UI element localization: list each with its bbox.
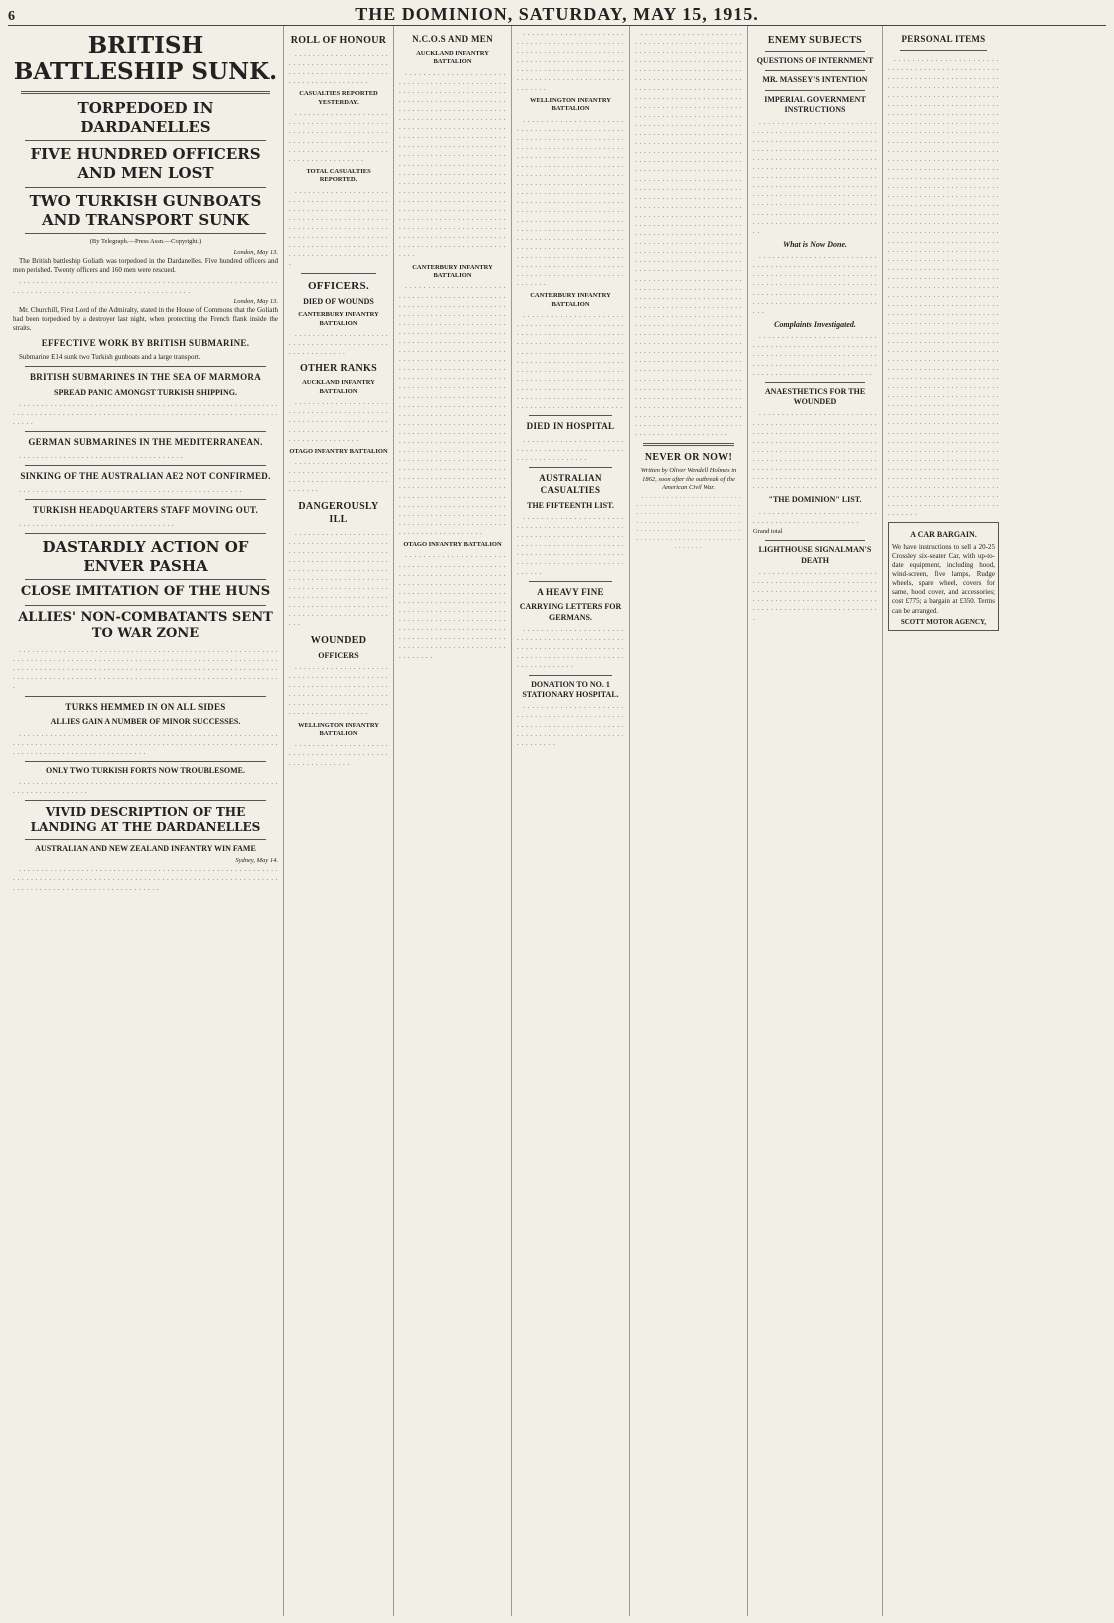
list-item: . . . . . . . . . . . . . . . . . . . . . . . . . . . . . . . . . . . . . . . . . . . . . . . . . . . . . . . . . . . . . . . . . . . . . . . . . . . . . . . . . . . . . . . . . . . . . . . . . . . . . . . . . . . . . . . . . . . . . . . . . . . . . . . . . . . . . . . . . . . . . . . . . . . . . . . . . . . . . . . . . . . . . . . . . . . . . . . . . . . . . . . . . . . . . . . . . . . . . . . . . . . . . . . . . . . . . . . . . . . . . .: [289, 528, 388, 628]
subheading: EFFECTIVE WORK BY BRITISH SUBMARINE.: [41, 338, 250, 349]
article-body-text: . . . . . . . . . . . . . . . . . . . . . . . . . . . . . . . . . . . . . . . . . . . . . . . . . . . . . . . . . . . . . . . . . . . . . . . . . . . . . . . . . . .: [289, 50, 388, 86]
headline-imitation: CLOSE IMITATION OF THE HUNS: [20, 584, 271, 600]
article-paragraph: Submarine E14 sunk two Turkish gunboats and a large transport.: [19, 353, 201, 362]
dateline: London, May 13.: [233, 248, 278, 256]
officers-heading: OFFICERS.: [307, 279, 370, 292]
subheading: BRITISH SUBMARINES IN THE SEA OF MARMORA: [29, 372, 262, 383]
other-ranks-heading: OTHER RANKS: [300, 363, 377, 375]
subheading: Complaints Investigated.: [774, 319, 856, 329]
never-or-now-heading: NEVER OR NOW!: [644, 452, 733, 464]
subheading: CARRYING LETTERS FOR GERMANS.: [519, 602, 622, 622]
list-item: . . . . . . . . . . . . . . . . . . . . . . . . . . . . . . . . . . . . . . . . . . . . . . . . . . . . . . . . . . . . . . . . . . . . . . . . . . . . . . . . . . . . . . . . . . . . . . . . . . . . . . . . . . . . . . . . . . . . . . . . . . . . . . . . . . . . . . . . . . . . . . . . . . . . . . . . . . . . . . . . . . . . . . . . . . . . . . . . . . . . . . . . . . . . . . . . . . . . . . . . . . . . . . . . . . . . . . . . . . . . . . . . . . . . . . . . . . . . . . . . . . . . . . . . . . . . . . . . . . . . . . . . . . . . . . . . . . . . . . . . . . . . . . . . . . . . . . . . . . . . . . . . . . . . . . . . . . . . . . . . . . . . . . . . . . . . . . . . . . . . . . . . . . . . . . . . . . . . . . . . . . . . . . . . . . . . . . . . . . . . . . . . . . . . . . . . . . . . . . . . . . . . . . . . . . . . . . . . . . . . . . . . . . . . . . . . . . . . . . . . . . . . . . . . . . . . . . . . . . . . . . . . . . . . . . . . . . . . . . . . . . . . . . . . . . . . . . . . . . . . . . . . . . . . . . . . . . . . . . . . . . . . . . . . . . . . . . . . . . . . . . . . . . . . . . . . . . . . . . . . . . . . . . . . . . . . . . . . . . . . . . . . . . . . . . . . . . . . . . . . . . . . . . . . . . . . . . . . . . . . . . . . . . . . . . . . . . . . . . . . . . . . . . . . . . . . . . . . . . . . . . . . . . . . . . . . . . . . . . . . . . . . . . . . . . . . . . . . . . . . . . . . . . . . . . . . . . . . . . . . . . . . . . . . . . . . . . . . . . . . . . . . . . . . . . . . . . . . . . . . . . . . . . . . . . . . . . . . . . . . . . . . . . . . . . . . . . . . . . . . . . . . . . . . . . . . . . . . . . . . . . . . . . . . . . . . . . . . . . . . . . . . . . . . . . . . . . . . . . . . . . . . . . . . . . . . . . . . . . . . . . . . . . . . . . . . . . . . . . . . . . . . . . . . . . . . . . . . . . . . . . . . . . . . . . . . . . . . . . . . . . . . . . . . . . . . . . . . . . . . . . . . . . . . . . . . . . . . . . . . . . . . . . . . . . . . . . . . . . . . . . . . . . . . . . . . . . . . . . . . . . . . . . . . . . . . . . . . . . . . . . . . . . . . . . . . . . . . . . . . . . . . . . . . . . . . . . .: [635, 29, 742, 438]
officers-subheading: OFFICERS: [318, 650, 359, 660]
poem-text: . . . . . . . . . . . . . . . . . . . . . . . . . . . . . . . . . . . . . . . . . . . . . . . . . . . . . . . . . . . . . . . . . . . . . . . . . . . . . . . . . . . . . . . . . . . . . . . . . . . . . . . . . . . . . . . . . . . . . . . . . . . . . . . . . . . . . . . . . . . . . . . . . . . . . . . . . . . .: [636, 492, 742, 551]
list-item: . . . . . . . . . . . . . . . . . . . . . . . . . . . . . . . . . . . . . . . . . . . . . . . . . . . . . . . .: [289, 330, 388, 357]
list-item: . . . . . . . . . . . . . . . . . . . . . . . . . . . . . . . . . . . . . . . . . . . . . . . . . . . . . . . . . . . . . . . . . . . . . . . . . . . . . . . . . . . . . . . . . . . . . . . . . . . . . . .: [289, 398, 388, 443]
column-2: [284, 26, 394, 1616]
subheading: MR. MASSEY'S INTENTION: [762, 75, 868, 85]
subheading: ANAESTHETICS FOR THE WOUNDED: [764, 386, 866, 407]
subheading: IMPERIAL GOVERNMENT INSTRUCTIONS: [764, 94, 866, 115]
total-casualties-heading: TOTAL CASUALTIES REPORTED.: [306, 167, 371, 184]
died-of-wounds-heading: DIED OF WOUNDS: [303, 296, 374, 306]
dateline: Sydney, May 14.: [235, 856, 278, 864]
column-7: [883, 26, 1004, 1616]
list-item: . . . . . . . . . . . . . . . . . . . . . . . . . . . . . . . . . . . . . . . . . . . . . . . . . . . . . . . . . . . . . . . . . . . . . . . . . . . . . . . . . . . . . . . . . . . . . . . . . . . . . . . . . . . . . . . . . . . . . . . . . . . . . . . . . . . . . . . . . . . . . . . . . . . . . . . . . . . . . . . . . . . . . . . . . . . . . . . . . . . . . . . . . . . . . . . . . . . . . . . . . . . . . . . . . . . . . . . . . . . . . . . . . . . . . . . . . . . . . . . . . . . . . . . . . . . . . . . . . . . . . . . . . . . . . . . . . . . . . . . . . . . . . . . . . . . . . . . . . . . . . . . . . . . . . . . . . . . . . . . . . . . . . . . . . . . . . . . . . . . . . . . . . . . . . . . . . . . . . . . . . . . . . . . . . . . . . . . . . . . . . . . . . . . . . . . . . . . . . . . . . . . . . . . . . . . . . . . . . . . . . . . . . . . . . . . . . . . . . . . . . . . . . . . . . . . . . . . . . . . . . . . . . . . . . . . . . . . . . . . . . . . . . . . . . . . . . . . . . . . . . . . . . . . . . . . . . . . . . . . . . . . . . . . . . . . . . . . . . . . . . . . . . . . . . . . . . . . . . . . . . . . . . . . . . . . . . . . . . . . . . . . . . . . . . . . . . . . . . . . . . . . . . . . . . . . . . . . . . . . . . . . . . . . . . . . . . . . . . . . . . . . . . . . . . . . . . . . . . . . . . . . . .: [399, 282, 506, 536]
subheading: THE FIFTEENTH LIST.: [527, 500, 614, 510]
headline-gunboats: TWO TURKISH GUNBOATS AND TRANSPORT SUNK: [29, 191, 262, 229]
ad-signature: SCOTT MOTOR AGENCY,: [900, 617, 987, 626]
car-bargain-ad: [888, 522, 999, 630]
list-item: . . . . . . . . . . . . . . . . . . . . . . . . . . . . . . . . . . . . . . . . . . . . . . . . . . . . . . . . . . . . . . . . . . . . . . . . . . . . . . . . . . . . . . . . . . . . . . . . . . . . . . . . . . . . . . . . . . . . . . . . . . . . . . . . . . . . . . . . . . . . . . . . . . . . . . . . . . . . . . . . . . . . . . . . . . . . . . . . . . . . . . . . . . . . . . . . . . . . . . . . . . . . . . . . . . . . . . . . . . . . . . . . . . . . . . . . . . . . . . . . . . . . . . . . . . . . . . . . . . . . . . . . . . . . . .: [399, 551, 506, 660]
donation-heading: DONATION TO NO. 1 STATIONARY HOSPITAL.: [522, 679, 619, 699]
column-1: [8, 26, 284, 1616]
newspaper-title: THE DOMINION, SATURDAY, MAY 15, 1915.: [355, 4, 759, 24]
enemy-subjects-heading: ENEMY SUBJECTS: [767, 35, 863, 46]
battalion-heading: CANTERBURY INFANTRY BATTALION: [412, 263, 493, 279]
article-body-text: . . . . . . . . . . . . . . . . . . . . . . . . . . . . . . . . . . . . . . . . . . . . . . . . . . . . . . . . . . . . . . . . . . . . . . . . . . . . . . . . . . . . . . . . . . . . . . . . . . . . . . . . . . .: [517, 625, 624, 670]
list-item: . . . . . . . . . . . . . . . . . . . . . . . . . . . . . . . . . . . . . . . . . . . . . . . . . . . . . . . . . . . . . . . . . . . . . . . . . . . . . . . . . . . . . . . . . . . . . . . . . . . . . . . . . . . . . . . . . . . . . . . . . . . . . . . . . . . . . . . . . . . . . . . . . . . . . . . . . . . . . . . . . . . . . . . . . . . . . . . . . . . . . . . . . . . . . . . . . . . . . . . . . . . . . . . . . . . . . . . . . . . . . . . . . . . . . . . . . . . . . . . . . . . . . . . . . . . . . . . . . . . . . . . . . . . . . . . . . . . . . . . . . . . . . . . . . . . . . . . . . . . . . . . . . . . . . . . . . . . . . . . . . . . . . . . . . . . . . . . . . . . . . . . . . . . . . . . . . . . . . . . . . . . . . . . . . . . . . . . . . . . . . . . . . . . . . . . . . . . . . . . . . . . . . . . . . . . . . . . . . . . . . . . . . . . . . . . . . . . . .: [517, 115, 624, 288]
article-body-text: . . . . . . . . . . . . . . . . . . . . . . . . . . . . . . . . . . . . . . . . . . . . . . . . . .: [19, 485, 242, 494]
subheading: LIGHTHOUSE SIGNALMAN'S DEATH: [758, 545, 872, 565]
subheading: TURKISH HEADQUARTERS STAFF MOVING OUT.: [32, 505, 259, 516]
subheading: GERMAN SUBMARINES IN THE MEDITERRANEAN.: [28, 437, 263, 448]
subheading: ONLY TWO TURKISH FORTS NOW TROUBLESOME.: [45, 765, 246, 775]
list-item: . . . . . . . . . . . . . . . . . . . . . . . . . . . . . . . . . . . . . . . . . . . . . . . . . . . . . . . . . . . . . . . . . . . . . . . . . . . . . . . . . . . . . . . . . . . . . . . . . . . . . . . . . . . . . . . . . . . . . . . . . . . . . . . . . . . . . . . . . . . . . . . . . . . . . . . . . . . . . . . . . . . . . . . . . . . . . . . . . . . . . . . . . . . . . . . . . . . . . . . . . . . . . . . . . . . . . . . . . . . . . . . . . . . . . . . . . . . . . . . . . . . . . . . . . . . . . . . . . . . . . .: [517, 311, 624, 411]
credit-line: (By Telegraph.—Press Assn.—Copyright.): [89, 238, 202, 246]
subscription-list: . . . . . . . . . . . . . . . . . . . . . . . . . . . . . . . . . . . . . . . . . . . . . . . . . . . . . . . . . . . . . . . . . . . . . . . . . . . . . . . . . . . . . . . . . . . . . . . . . . . . . . . . . . . . . . . . . . . . . . . . . . . . . . . . . . . . . . . . . . . . . . . . . . . . . . . . . . . . . . . . . . . . . . . . . . . . . . . . . . . . . . . . . . . . . . . . . . . . . . . . . . . . . . . . . . . . . . . . . . . . . . . . . . . . . . . . . . . . . . . . . . . . . . . . . .: [753, 409, 877, 491]
subheading: What is Now Done.: [782, 239, 847, 249]
subheading: "THE DOMINION" LIST.: [768, 495, 862, 505]
column-6: [748, 26, 883, 1616]
list-item: . . . . . . . . . . . . . . . . . . . . . . . . . . . . . . . . . . . . . . . . . . . . . . . . . . . . . . . . . . . . . .: [517, 435, 624, 463]
headline-landing: VIVID DESCRIPTION OF THE LANDING AT THE DARDANELLES: [30, 805, 261, 835]
article-paragraph: The British battleship Goliath was torpedoed in the Dardanelles. Five hundred officers and men perished. Twenty officers and 160 men were rescued.: [13, 257, 278, 275]
battalion-heading: CANTERBURY INFANTRY BATTALION: [298, 311, 379, 327]
article-body-text: . . . . . . . . . . . . . . . . . . . . . . . . . . . . . . . . . . . . . . . . . . . . . . . . . . . . . . . . . . . . . . . . . . . . . . . . . . . . . . . . . . . . . . . . . . . . . . . . . . . . . . . . . . . . . . . . . . . . . . . . . . . . . . . . . . . . . . . . . . . . . . . . . . . . . . . . . . . . . . . . . . . . . . . . . . . . . . . . . . . . . . . . . . . . . . . . . . . . . . . . . . . . . . . . . . . . . . . . . . . . . . . . . . . . . . . . . . . . . . . . . . . . . . . . . . . . . . . . . . . . . . . . . . . . . . . . . . . . . . . . . . . . . . . . . . . . . . . . . . . . . . . . . . . . . . . . . . . . . . . . . . . . . . . . . . . . . . . .: [753, 117, 877, 235]
column-3: [394, 26, 512, 1616]
grand-total-label: Grand total: [753, 527, 783, 535]
article-body-text: . . . . . . . . . . . . . . . . . . . . . . . . . . . . . . . . . . . . . . . . . . . . . . . . . . . . . . . . . . . . . . . . . . . . . . . . . . . . . . . . . . . . . . . . . . . . . . . . . . . . . . . . . . . . . . . . . . . . . . . . . . . . . . . . . . . . . . . . . . .: [753, 568, 877, 622]
heavy-fine-heading: A HEAVY FINE: [537, 586, 604, 597]
article-body-text: . . . . . . . . . . . . . . . . . . . . . . . . . . . . . . . . . . . . . . . . . . . . . . . . . . . . . . . . . . . . . . . . . . . . . . . . . . . . . . . . . . . . . . . . . . . . . . . . . . . . . . . . . . . . . . . . . . . . . . . . . . . . . . . . . . . . . . . . . . . . . . . . . . . . . .: [13, 865, 278, 892]
masthead: [8, 4, 1106, 26]
article-body-text: . . . . . . . . . . . . . . . . . . . . . . . . . . . . . . . . . . . . . . . . . . . . . . . . . . . . . . . . . . . . . . . . . . . . . . . . . . . . . . . . . . . . . . . . . . . . . . . . . . . . . . . . . . . . . . . . . . . . . . . . . . . . . . . . . . . . . . . . . . . . . . . . . . . . . . . . . . . . . . . . . . . . . . . . . . . . . . . . . . . . . . . . . . . . . . . . . . . . . . . . . . . . . . . . . . . . . . . . . . . . . . . . . . . . . . . . . . . .: [13, 646, 278, 691]
article-body-text: . . . . . . . . . . . . . . . . . . . . . . . . . . . . . . . . . . . . . . . . . . . . . . . . . . . . . . . . . . . . . . . . . . . . . . . . . . . . . . . . . . . . . . . . . . . . . . . . . . . . . . . . . . . . . . . . . . . . . . . . . . . . . . . . . . . . . . . . . . . . . . . . . . . . . . . . . . . . . . . . . . . . . . . . . . . . . . . . . . . . . . . . . . . . . . . . . . . . . . . . . . . . . . . . . . . . . . . . . . . . . . . . . . . . . . . . . . . . . . . . . . . . . . . . . . . . . . . . . . . . . . . . . . . . . . . . . . . . . . . . . . . . . . . . . . . . . . . . . . . . . . . . . . . . . . . . . . . . . . . . . . . . . . . . . . . . . . . . . . . . . . . . . . . . . . . . . . . . . . . . . . . . . . . . . . . . . . . . . . . . . . . . . . . . . . . . . . . . . . . . . . . . . . . . . . . . . . . . . . . . . . . . . . . . . . . . . . . . . . . . . . . . . . . . . . . . . . . . . . . . . . . . . . . . . . . . . . . . . . . . . . . . . . . . . . . . . . . . . . . . . . . . . . . . . . . . . . . . . . . . . . . . . . . . . . . . . . . . . . . . . . . . . . . . . . . . . . . . . . . . . . . . . . . . . . . . . . . . . . . . . . . . . . . . . . . . . . . . . . . . . . . . . . . . . . . . . . . . . . . . . . . . . . . . . . . . . . . . . . . . . . . . . . . . . . . . . . . . . . . . . . . . . . . . . . . . . . . . . . . . . . . . . . . . . . . . . . . . . . . . . . . . . . . . . . . . . . . . . . . . . . . . . . . . . . . . . . . . . . . . . . . . . . . . . . . . . . . . . . . . . . . . . . . . . . . . . . . . . . . . . . . . . . . . . . . . . . . . . . . . . . . . . . . . . . . . . . . . . . . . . . . . . . . . . . . . . . . . . . . . . . . . . . . . . . . . . . . . . . . . . . . . . . . . . . . . . . . . . . . . . . . . . . . . . . . . . . . . . . . . . . . . . . . . . . . . . . . . . . . . . . . . . . . . . . . . . . . . . . . . . . . . . . . . . . . . . . . . . . . . . . . . . . . . . . . . . . . . . . . . . . . . . . . . . . . . . . . . . . . . . . . . . . . . . . . . . . . . . . . . . . . . . . . . . . . . . . . . . . . . . . . . . . . . . . . . . . . . . . . . . . . . . . . . . . . . . . . . . . . . . . . . . . . . . . . . . . . . . . . . . . . . . . . . . . . . . . . . . . . . . . . . . . . . . . . . . . . . . . . . . . . . . . . . . . . . . . . . . . . . . . . . . . . . . . . . . . . . . . . . . . . . . . . . . . . . . . . . . . . . . . . . . . . . . . . . . . . . . . . . . . . . . . . . . . . . . . . . . . . . . . . . . . . . . . . . . . .: [888, 54, 999, 518]
list-item: . . . . . . . . . . . . . . . . . . . . . . . . . . . . . . . . . . . . . . . . . . . . . . . . . . . . . . . . . . . . . . . . . . . . . . . . . . . . . . . . . . . . . . . . . . . . . . . . . . . . . . . . . . . . . . . . . . . . . . . . . . . . . . . . . . . . . . . . . . . . . . . . . . . . . . . . . . . . . . . . . . . . . . . . . . . . . . . . . . . . . . . . . . . . . . . . . . . . . . . . . . . . . . . . . . . . . . . . . . . . . . . . . . . . . . . . . . . . . . . . . . . . . . . . . . . . . . . . . . . . . . . . . . . . . . . . . . . . . . . . . . . . . . . . . . . . . . . . . . . . . . . . . . . . . . . . . . . . . . . . . . . . . . . . . . . . . . . . . . . . . . . . . . . . . . . . . . . . . . . . . . . . . . . . . . . . . . . . . . . . . . . . . . . . . . . . . . . . . . . . . . . . . . . . . . . . . . . . . . . . . . . . . . . . . . . . . . . . . . . . . . . . . . . . . . . . . . . . . . . . . . . . . . . . . . . . . . . . . . . . . .: [399, 68, 506, 259]
article-paragraph: Mr. Churchill, First Lord of the Admiralty, stated in the House of Commons that the Goliath had been torpedoed by a destroyer last night, when protecting the French flank inside the straits.: [13, 306, 278, 333]
casualty-table: . . . . . . . . . . . . . . . . . . . . . . . . . . . . . . . . . . . . . . . . . . . . . . . . . . . . . . . . . . . . . . . . . . . . . . . . . . . . . . . . . . . . . . . . . . . . . . . . . . . . . . . . . . . . . . . . . . . . . . . . . . . . . . . . . . . . . . . . . . . . . . . . . . . . . . . . . . . . . . . . . . . . . . . . . . . . . . . .: [289, 186, 388, 268]
column-5: [630, 26, 748, 1616]
article-body-text: . . . . . . . . . . . . . . . . . . . . . . . . . . . . . . . . . . . . . . . . . . . . . . . . . . . . . . . . . . . . . . . . . . . . . . . . . . .: [13, 778, 278, 796]
personal-items-heading: PERSONAL ITEMS: [901, 34, 986, 44]
dateline: London, May 13.: [233, 297, 278, 305]
headline-non-combatants: ALLIES' NON-COMBATANTS SENT TO WAR ZONE: [18, 609, 273, 641]
article-body-text: . . . . . . . . . . . . . . . . . . . . . . . . . . . . . . . . . . .: [19, 519, 175, 528]
page-number: 6: [8, 9, 15, 24]
article-body-text: . . . . . . . . . . . . . . . . . . . . . . . . . . . . . . . . . . . . . . . . . . . . . . . . . . . . . . . . . . . . . . . . . . . . . . . . . . . . . . . . . . . . . . . . . . . . . . . . . . . . . . . . . . . . . . . . . . . . . . . . . .: [13, 400, 278, 427]
subheading: TURKS HEMMED IN ON ALL SIDES: [65, 701, 226, 712]
casualty-table: . . . . . . . . . . . . . . . . . . . . . . . . . . . . . . . . . . . . . . . . . . . . . . . . . . . . . . . . . . . . . . . . . . . . . . . . . . . . . . . . . . . . . . . . . . . . . . . . . . . . . . . . . . . . . . . . . . . . . . . . . . . . . .: [289, 109, 388, 163]
subscription-list: . . . . . . . . . . . . . . . . . . . . . . . . . . . . . . . . . . . . . . . . . . . . . . . . . .: [753, 507, 877, 525]
battalion-heading: CANTERBURY INFANTRY BATTALION: [530, 292, 611, 308]
died-in-hospital-heading: DIED IN HOSPITAL: [526, 421, 615, 432]
headline-five-hundred: FIVE HUNDRED OFFICERS AND MEN LOST: [30, 145, 261, 183]
battalion-heading: AUCKLAND INFANTRY BATTALION: [302, 379, 375, 395]
subheading: SPREAD PANIC AMONGST TURKISH SHIPPING.: [54, 387, 237, 397]
battalion-heading: AUCKLAND INFANTRY BATTALION: [416, 49, 489, 66]
headline-torpedoed: TORPEDOED IN DARDANELLES: [77, 98, 214, 136]
article-body-text: . . . . . . . . . . . . . . . . . . . . . . . . . . . . . . . . . . . . . . . . . . . . . . . . . . . . . . . . . . . . . . . . . . . . . . . . . . . . . . . . . . . . . . . . . . . . . . . . . . . . . . . . . . . . . . . . . . . . . . . . . . . . . . . . . . . . . . . . .: [753, 332, 877, 377]
subheading: SINKING OF THE AUSTRALIAN AE2 NOT CONFIRMED.: [20, 471, 271, 482]
headline-battleship: BRITISH BATTLESHIP SUNK.: [13, 32, 278, 86]
subheading: QUESTIONS OF INTERNMENT: [756, 56, 874, 65]
headline-enver-pasha: DASTARDLY ACTION OF ENVER PASHA: [42, 537, 249, 575]
ad-title: A CAR BARGAIN.: [910, 530, 977, 540]
list-item: . . . . . . . . . . . . . . . . . . . . . . . . . . . . . . . . . . . . . . . . . . . . . . . . . . . . . . . . . . . . . . . . . . . . . . . . . . . . . . . . . . . . . . . . . . . . . . . . . . . . . . . . . . . . . . . . . . . . . . . . . . . . . . .: [289, 662, 388, 717]
battalion-heading: WELLINGTON INFANTRY BATTALION: [298, 721, 379, 737]
article-body-text: . . . . . . . . . . . . . . . . . . . . . . . . . . . . . . . . . . . . . . . . . . . . . . . . . . . . . . . . . . . . . . . . . . . . . . . . . . . . . . . . . . . . . . . . . . . . . . . . . . . . . . .: [517, 702, 624, 747]
australian-casualties-heading: AUSTRALIAN CASUALTIES: [539, 473, 602, 495]
roll-of-honour-heading: ROLL OF HONOUR: [290, 35, 387, 46]
battalion-heading: OTAGO INFANTRY BATTALION: [403, 541, 502, 549]
dangerously-ill-heading: DANGEROUSLY ILL: [298, 500, 379, 525]
article-body-text: . . . . . . . . . . . . . . . . . . . . . . . . . . . . . . . . . . . . . . . . . . . . . . . . . . . . . . . . . . . . . . . . . . . . . . . . . . . . . . . . . . . . . . . . . . . . . . . . . . . . . . . . . . . . . . . . . . . . . . . . . . . . . . . . . . . . . . . . . . . . . . . . . . .: [13, 729, 278, 756]
article-body-text: . . . . . . . . . . . . . . . . . . . . . . . . . . . . . . . . . . . . . . . . . . . . . . . . . . . . . . . . . . . . . . . . . . . . . . . . . . . . . . . . . . . . . . . . . . . . . . . . . . . . . . . . . . . . . . . . . . . . . . . . . . . . . . . . . . . . . . . . . . . . . . . . . . . .: [517, 512, 624, 576]
battalion-heading: WELLINGTON INFANTRY BATTALION: [530, 96, 611, 113]
wounded-heading: WOUNDED: [310, 634, 367, 646]
subheading: AUSTRALIAN AND NEW ZEALAND INFANTRY WIN FAME: [35, 844, 256, 854]
battalion-heading: OTAGO INFANTRY BATTALION: [289, 447, 388, 455]
column-4: [512, 26, 630, 1616]
list-item: . . . . . . . . . . . . . . . . . . . . . . . . . . . . . . . . . . . . . . . . . . . . . . . . . . . . . . . . . . . . . . . . . . . . . . . .: [289, 458, 388, 494]
article-body-text: . . . . . . . . . . . . . . . . . . . . . . . . . . . . . . . . . . . . .: [19, 452, 184, 461]
list-item: . . . . . . . . . . . . . . . . . . . . . . . . . . . . . . . . . . . . . . . . . . . . . . . . . . . . . . . . .: [289, 740, 388, 767]
article-body-text: . . . . . . . . . . . . . . . . . . . . . . . . . . . . . . . . . . . . . . . . . . . . . . . . . . . . . . . . . . . . . . . . . . . . . . . . . . . . . . . . . . . . . . . . . . . . . . . . . . . . . . . . . . . . . . . . . . . . . . . . . . . . . . . . . . . . . . . . . . . . . . . . . . . . . . . . . . . . . . . . . . . . . . . . .: [753, 252, 877, 315]
grand-total-row: [753, 528, 877, 536]
list-item: . . . . . . . . . . . . . . . . . . . . . . . . . . . . . . . . . . . . . . . . . . . . . . . . . . . . . . . . . . . . . . . . . . . . . . . . . . . . . . . . . . . . . . . . . . . . . . . . . . . . . . . . . . . . . . . . . . . . . . . . . . . . . . . . . . . . . . . . . . . . . . . . . . . . .: [517, 29, 624, 92]
ncos-heading: N.C.O.S AND MEN: [412, 34, 493, 44]
ad-text: We have instructions to sell a 20-25 Crossley six-seater Car, with up-to-date equipment, including hood, wind-screen, five lamps, Rudge wheels, spare wheel, covers for same, hood cover, and accessories; cost £775; a bargain at £350. Terms can be arranged.: [892, 542, 995, 615]
casualties-heading: CASUALTIES REPORTED YESTERDAY.: [299, 90, 378, 106]
subheading: ALLIES GAIN A NUMBER OF MINOR SUCCESSES.: [50, 717, 241, 727]
article-body-text: . . . . . . . . . . . . . . . . . . . . . . . . . . . . . . . . . . . . . . . . . . . . . . . . . . . . . . . . . . . . . . . . . . . . . . . . . . . . . . . . . . . . . . . . . . . . . . . . . .: [13, 277, 278, 295]
poem-intro: Written by Oliver Wendell Holmes in 1862, soon after the outbreak of the American Civil War.: [640, 467, 737, 492]
